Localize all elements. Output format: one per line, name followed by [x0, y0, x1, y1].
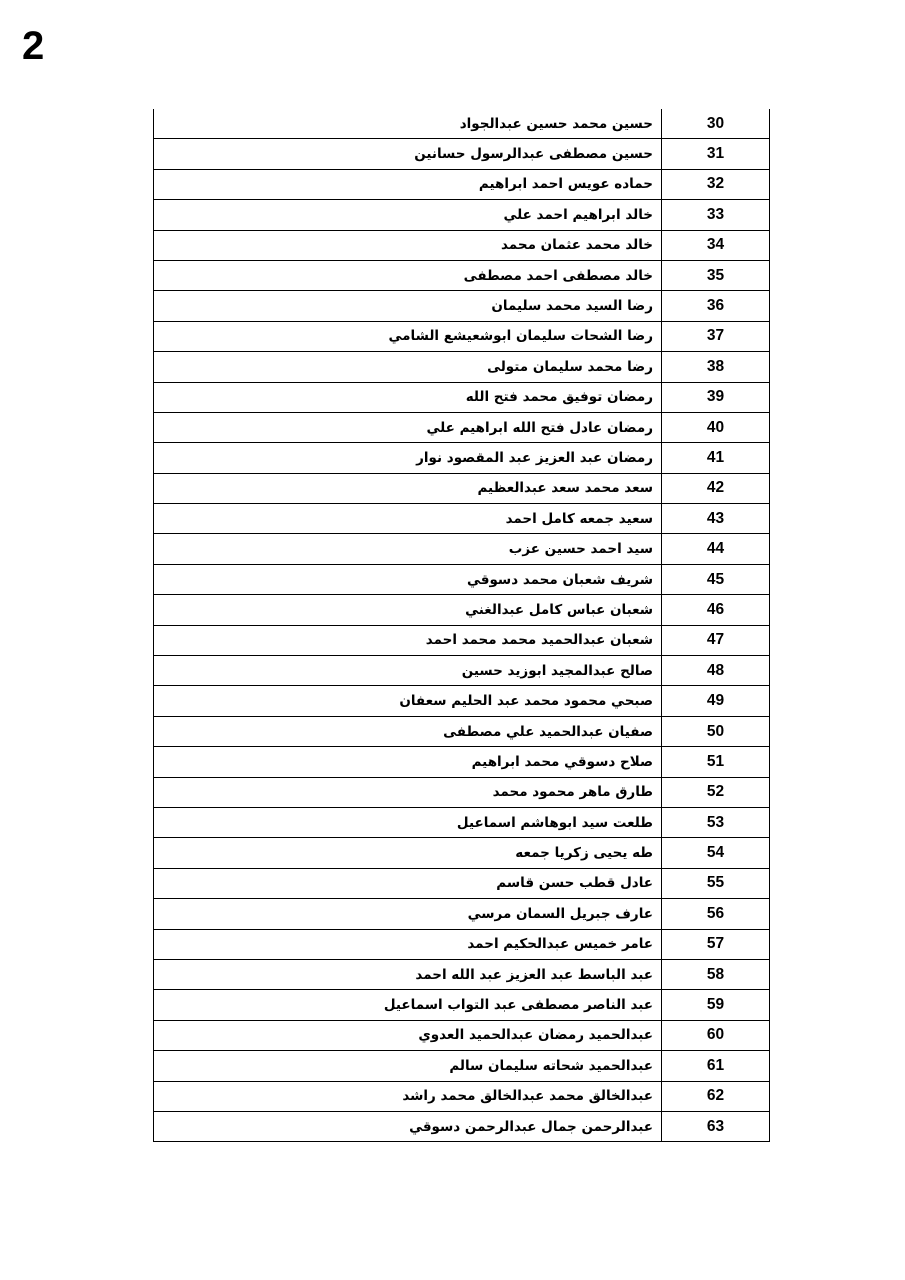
row-number: 38 — [662, 352, 770, 382]
row-name: خالد محمد عثمان محمد — [154, 230, 662, 260]
row-number: 56 — [662, 899, 770, 929]
row-name: رضا محمد سليمان متولى — [154, 352, 662, 382]
row-number: 31 — [662, 139, 770, 169]
row-number: 45 — [662, 564, 770, 594]
table-row — [154, 230, 770, 260]
row-number: 33 — [662, 200, 770, 230]
row-number: 32 — [662, 169, 770, 199]
row-name: رمضان عبد العزيز عبد المقصود نوار — [154, 443, 662, 473]
row-number: 61 — [662, 1051, 770, 1081]
row-name: عبد الناصر مصطفى عبد التواب اسماعيل — [154, 990, 662, 1020]
row-number: 39 — [662, 382, 770, 412]
row-name: رضا الشحات سليمان ابوشعيشع الشامي — [154, 321, 662, 351]
table-row — [154, 1111, 770, 1141]
row-name: عبدالحميد رمضان عبدالحميد العدوي — [154, 1020, 662, 1050]
row-number: 35 — [662, 260, 770, 290]
row-number: 51 — [662, 747, 770, 777]
row-number: 47 — [662, 625, 770, 655]
row-number: 63 — [662, 1111, 770, 1141]
row-number: 36 — [662, 291, 770, 321]
row-name: صفيان عبدالحميد علي مصطفى — [154, 716, 662, 746]
row-name: رمضان عادل فتح الله ابراهيم علي — [154, 412, 662, 442]
table-row — [154, 686, 770, 716]
table-row — [154, 109, 770, 139]
row-name: سعيد جمعه كامل احمد — [154, 504, 662, 534]
table-row — [154, 899, 770, 929]
row-number: 50 — [662, 716, 770, 746]
table-row — [154, 807, 770, 837]
row-name: عبدالحميد شحاته سليمان سالم — [154, 1051, 662, 1081]
table-row — [154, 656, 770, 686]
names-table — [153, 109, 770, 1142]
table-row — [154, 352, 770, 382]
row-name: شعبان عباس كامل عبدالغني — [154, 595, 662, 625]
table-row — [154, 200, 770, 230]
table-row — [154, 777, 770, 807]
row-name: رمضان توفيق محمد فتح الله — [154, 382, 662, 412]
row-number: 42 — [662, 473, 770, 503]
row-name: شريف شعبان محمد دسوقي — [154, 564, 662, 594]
page-number: 2 — [22, 24, 45, 68]
row-number: 48 — [662, 656, 770, 686]
row-number: 44 — [662, 534, 770, 564]
row-name: عبدالرحمن جمال عبدالرحمن دسوقي — [154, 1111, 662, 1141]
row-number: 41 — [662, 443, 770, 473]
row-number: 59 — [662, 990, 770, 1020]
row-name: خالد مصطفى احمد مصطفى — [154, 260, 662, 290]
table-row — [154, 838, 770, 868]
row-number: 58 — [662, 959, 770, 989]
table-row — [154, 1020, 770, 1050]
row-number: 43 — [662, 504, 770, 534]
row-number: 54 — [662, 838, 770, 868]
row-name: صبحي محمود محمد عبد الحليم سعفان — [154, 686, 662, 716]
row-number: 37 — [662, 321, 770, 351]
row-name: طلعت سيد ابوهاشم اسماعيل — [154, 807, 662, 837]
table-row — [154, 169, 770, 199]
row-name: سعد محمد سعد عبدالعظيم — [154, 473, 662, 503]
row-name: عبدالخالق محمد عبدالخالق محمد راشد — [154, 1081, 662, 1111]
row-name: عارف جبريل السمان مرسي — [154, 899, 662, 929]
row-number: 40 — [662, 412, 770, 442]
row-number: 52 — [662, 777, 770, 807]
row-name: طه يحيى زكريا جمعه — [154, 838, 662, 868]
table-row — [154, 929, 770, 959]
table-row — [154, 716, 770, 746]
row-number: 34 — [662, 230, 770, 260]
row-name: حسين مصطفى عبدالرسول حسانين — [154, 139, 662, 169]
table-row — [154, 534, 770, 564]
row-name: حسين محمد حسين عبدالجواد — [154, 109, 662, 139]
table-row — [154, 321, 770, 351]
table-row — [154, 959, 770, 989]
row-name: صالح عبدالمجيد ابوزيد حسين — [154, 656, 662, 686]
table-row — [154, 291, 770, 321]
table-row — [154, 990, 770, 1020]
row-number: 62 — [662, 1081, 770, 1111]
row-name: عامر خميس عبدالحكيم احمد — [154, 929, 662, 959]
table-row — [154, 1051, 770, 1081]
table-row — [154, 139, 770, 169]
row-name: خالد ابراهيم احمد علي — [154, 200, 662, 230]
row-number: 46 — [662, 595, 770, 625]
table-row — [154, 412, 770, 442]
table-row — [154, 595, 770, 625]
table-row — [154, 382, 770, 412]
row-number: 57 — [662, 929, 770, 959]
row-name: طارق ماهر محمود محمد — [154, 777, 662, 807]
table-row — [154, 747, 770, 777]
table-row — [154, 260, 770, 290]
table-row — [154, 564, 770, 594]
row-number: 60 — [662, 1020, 770, 1050]
row-number: 30 — [662, 109, 770, 139]
row-name: سيد احمد حسين عزب — [154, 534, 662, 564]
table-row — [154, 1081, 770, 1111]
row-name: صلاح دسوقي محمد ابراهيم — [154, 747, 662, 777]
row-name: حماده عويس احمد ابراهيم — [154, 169, 662, 199]
row-name: عادل قطب حسن قاسم — [154, 868, 662, 898]
row-name: رضا السيد محمد سليمان — [154, 291, 662, 321]
table-row — [154, 625, 770, 655]
table-row — [154, 473, 770, 503]
table-row — [154, 868, 770, 898]
row-number: 55 — [662, 868, 770, 898]
row-name: عبد الباسط عبد العزيز عبد الله احمد — [154, 959, 662, 989]
table-row — [154, 443, 770, 473]
table-row — [154, 504, 770, 534]
table-body — [154, 109, 770, 1142]
row-number: 53 — [662, 807, 770, 837]
row-name: شعبان عبدالحميد محمد محمد احمد — [154, 625, 662, 655]
row-number: 49 — [662, 686, 770, 716]
